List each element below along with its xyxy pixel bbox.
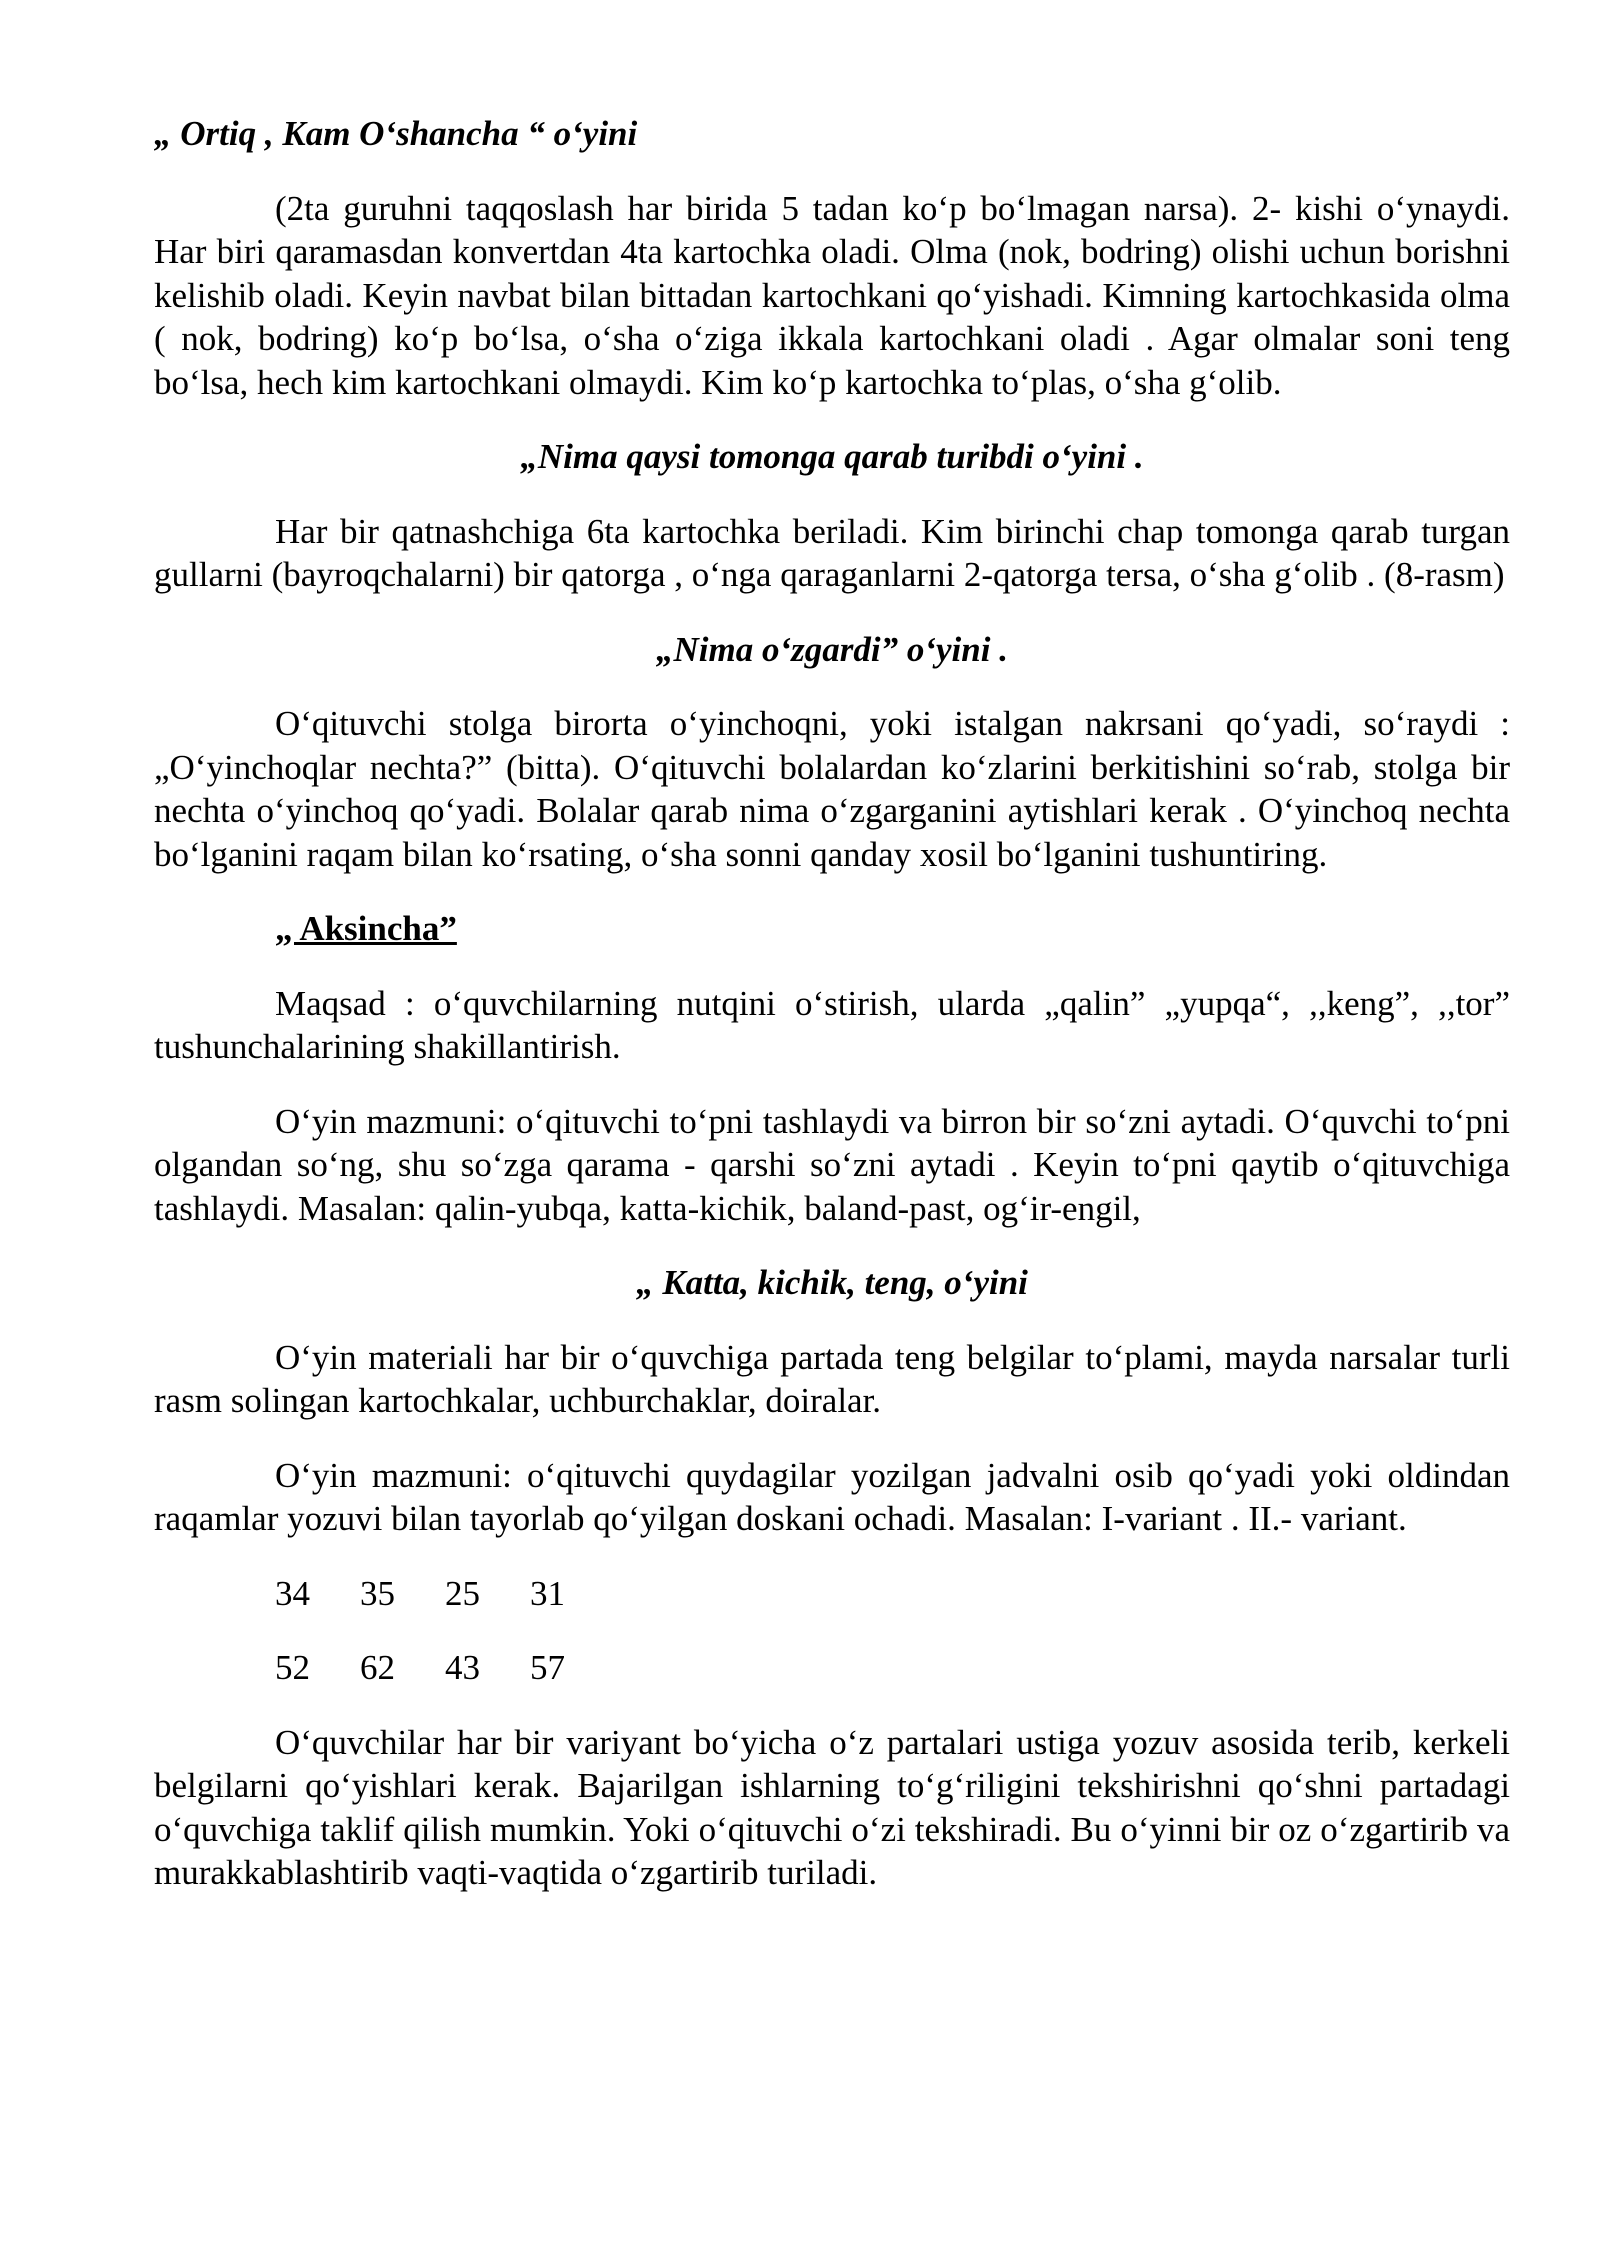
section-title-katta-kichik: „ Katta, kichik, teng, o‘yini bbox=[636, 1263, 1028, 1302]
paragraph-aksincha-mazmuni: O‘yin mazmuni: o‘qituvchi to‘pni tashlaydi va birron bir so‘zni aytadi. O‘quvchi to‘pni olgandan so‘ng, shu so‘zga qarama - qarshi so‘zni aytadi . Keyin to‘pni qaytib o‘qituvchiga tashlaydi. Masalan: qalin-yubqa, katta-kichik, baland-past, og‘ir-engil, bbox=[154, 1101, 1510, 1228]
section-title-nima-ozgardi: „Nima o‘zgardi” o‘yini . bbox=[656, 629, 1008, 669]
paragraph-katta-material: O‘yin materiali har bir o‘quvchiga partada teng belgilar to‘plami, mayda narsalar turli rasm solingan kartochkalar, uchburchaklar, doiralar. bbox=[154, 1337, 1510, 1420]
section-title-aksincha: „ Aksincha” bbox=[275, 909, 457, 948]
paragraph-nima-ozgardi: O‘qituvchi stolga birorta o‘yinchoqni, yoki istalgan nakrsani qo‘yadi, so‘raydi : „O‘yinchoqlar nechta?” (bitta). O‘qituvchi bolalardan ko‘zlarini berkitishini so‘rab, stolga bir nechta o‘yinchoq qo‘yadi. Bolalar qarab nima o‘zgarganini aytishlari kerak . O‘yinchoq nechta bo‘lganini raqam bilan ko‘rsating, o‘sha sonni qanday xosil bo‘lganini tushuntiring. bbox=[154, 704, 1510, 874]
paragraph-nima-qaysi: Har bir qatnashchiga 6ta kartochka beriladi. Kim birinchi chap tomonga qarab turgan gullarni (bayroqchalarni) bir qatorga , o‘nga qaraganlarni 2-qatorga tersa, o‘sha g‘olib . (8-rasm) bbox=[154, 511, 1510, 594]
number-row-variant-2 bbox=[275, 1646, 1510, 1690]
paragraph-ortiq-kam: (2ta guruhni taqqoslash har birida 5 tadan ko‘p bo‘lmagan narsa). 2- kishi o‘ynaydi. Har biri qaramasdan konvertdan 4ta kartochka oladi. Olma (nok, bodring) olishi uchun borishni kelishib oladi. Keyin navbat bilan bittadan kartochkani qo‘yishadi. Kimning kartochkasida olma ( nok, bodring) ko‘p bo‘lsa, o‘sha o‘ziga ikkala kartochkani oladi . Agar olmalar soni teng bo‘lsa, hech kim kartochkani olmaydi. Kim ko‘p kartochka to‘plas, o‘sha g‘olib. bbox=[154, 188, 1510, 402]
number-cell: 57 bbox=[530, 1648, 565, 1687]
number-cell: 34 bbox=[275, 1573, 310, 1613]
number-cell: 52 bbox=[275, 1648, 310, 1687]
paragraph-katta-mazmuni: O‘yin mazmuni: o‘qituvchi quydagilar yozilgan jadvalni osib qo‘yadi yoki oldindan raqamlar yozuvi bilan tayorlab qo‘yilgan doskani ochadi. Masalan: I-variant . II.- variant. bbox=[154, 1455, 1510, 1538]
section-title-ortiq-kam: „ Ortiq , Kam O‘shancha “ o‘yini bbox=[154, 114, 638, 153]
section-title-nima-qaysi: „Nima qaysi tomonga qarab turibdi o‘yini . bbox=[520, 437, 1144, 476]
number-cell: 25 bbox=[445, 1573, 480, 1613]
document-page bbox=[154, 112, 1510, 1926]
number-cell: 43 bbox=[445, 1648, 480, 1687]
number-row-variant-1 bbox=[275, 1572, 1510, 1616]
paragraph-quvchilar: O‘quvchilar har bir variyant bo‘yicha o‘z partalari ustiga yozuv asosida terib, kerkeli belgilarni qo‘yishlari kerak. Bajarilgan ishlarning to‘g‘riligini tekshirishni qo‘shni partadagi o‘quvchiga taklif qilish mumkin. Yoki o‘qituvchi o‘zi tekshiradi. Bu o‘yinni bir oz o‘zgartirib va murakkablashtirib vaqti-vaqtida o‘zgartirib turiladi. bbox=[154, 1722, 1510, 1892]
paragraph-aksincha-maqsad: Maqsad : o‘quvchilarning nutqini o‘stirish, ularda „qalin” „yupqa“, ,,keng”, ,,tor” tushunchalarining shakillantirish. bbox=[154, 983, 1510, 1066]
number-cell: 31 bbox=[530, 1573, 565, 1613]
number-cell: 62 bbox=[360, 1648, 395, 1687]
number-cell: 35 bbox=[360, 1573, 395, 1613]
